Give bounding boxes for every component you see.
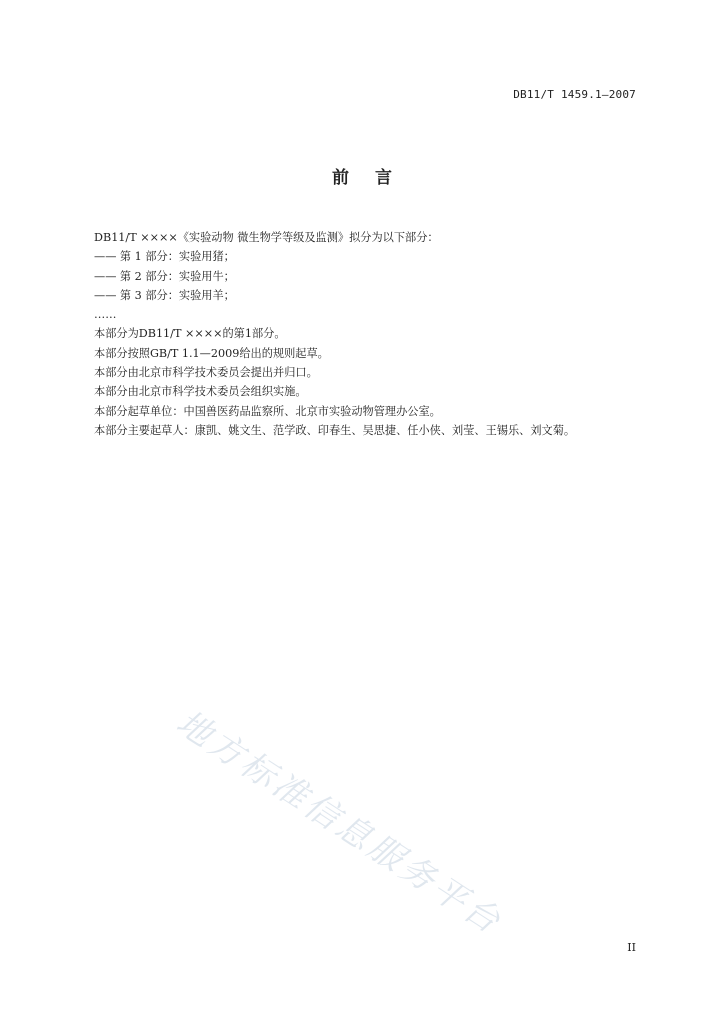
title-char-2: 言 [375, 168, 392, 188]
page-number: II [627, 941, 636, 954]
watermark: 地方标准信息服务平台 [169, 702, 510, 944]
body-line: …… [94, 308, 117, 322]
body-line: 本部分按照GB/T 1.1—2009给出的规则起草。 [94, 346, 329, 360]
body-line: —— 第 3 部分：实验用羊； [94, 288, 235, 302]
body-line: 本部分为DB11/T ××××的第1部分。 [94, 327, 286, 341]
title-char-1: 前 [332, 168, 349, 188]
page-title [0, 163, 724, 188]
body-line: —— 第 2 部分：实验用牛； [94, 269, 235, 283]
foreword-body [94, 228, 654, 440]
body-line: 本部分由北京市科学技术委员会提出并归口。 [94, 366, 318, 380]
document-code: DB11/T 1459.1—2007 [513, 88, 636, 101]
body-line: 本部分起草单位：中国兽医药品监察所、北京市实验动物管理办公室。 [94, 404, 441, 418]
body-line: DB11/T ××××《实验动物 微生物学等级及监测》拟分为以下部分： [94, 231, 439, 244]
body-line: 本部分主要起草人：康凯、姚文生、范学政、印春生、吴思捷、任小侠、刘莹、王锡乐、刘文菊。 [94, 423, 576, 437]
body-line: 本部分由北京市科学技术委员会组织实施。 [94, 385, 307, 399]
body-line: —— 第 1 部分：实验用猪； [94, 250, 235, 264]
